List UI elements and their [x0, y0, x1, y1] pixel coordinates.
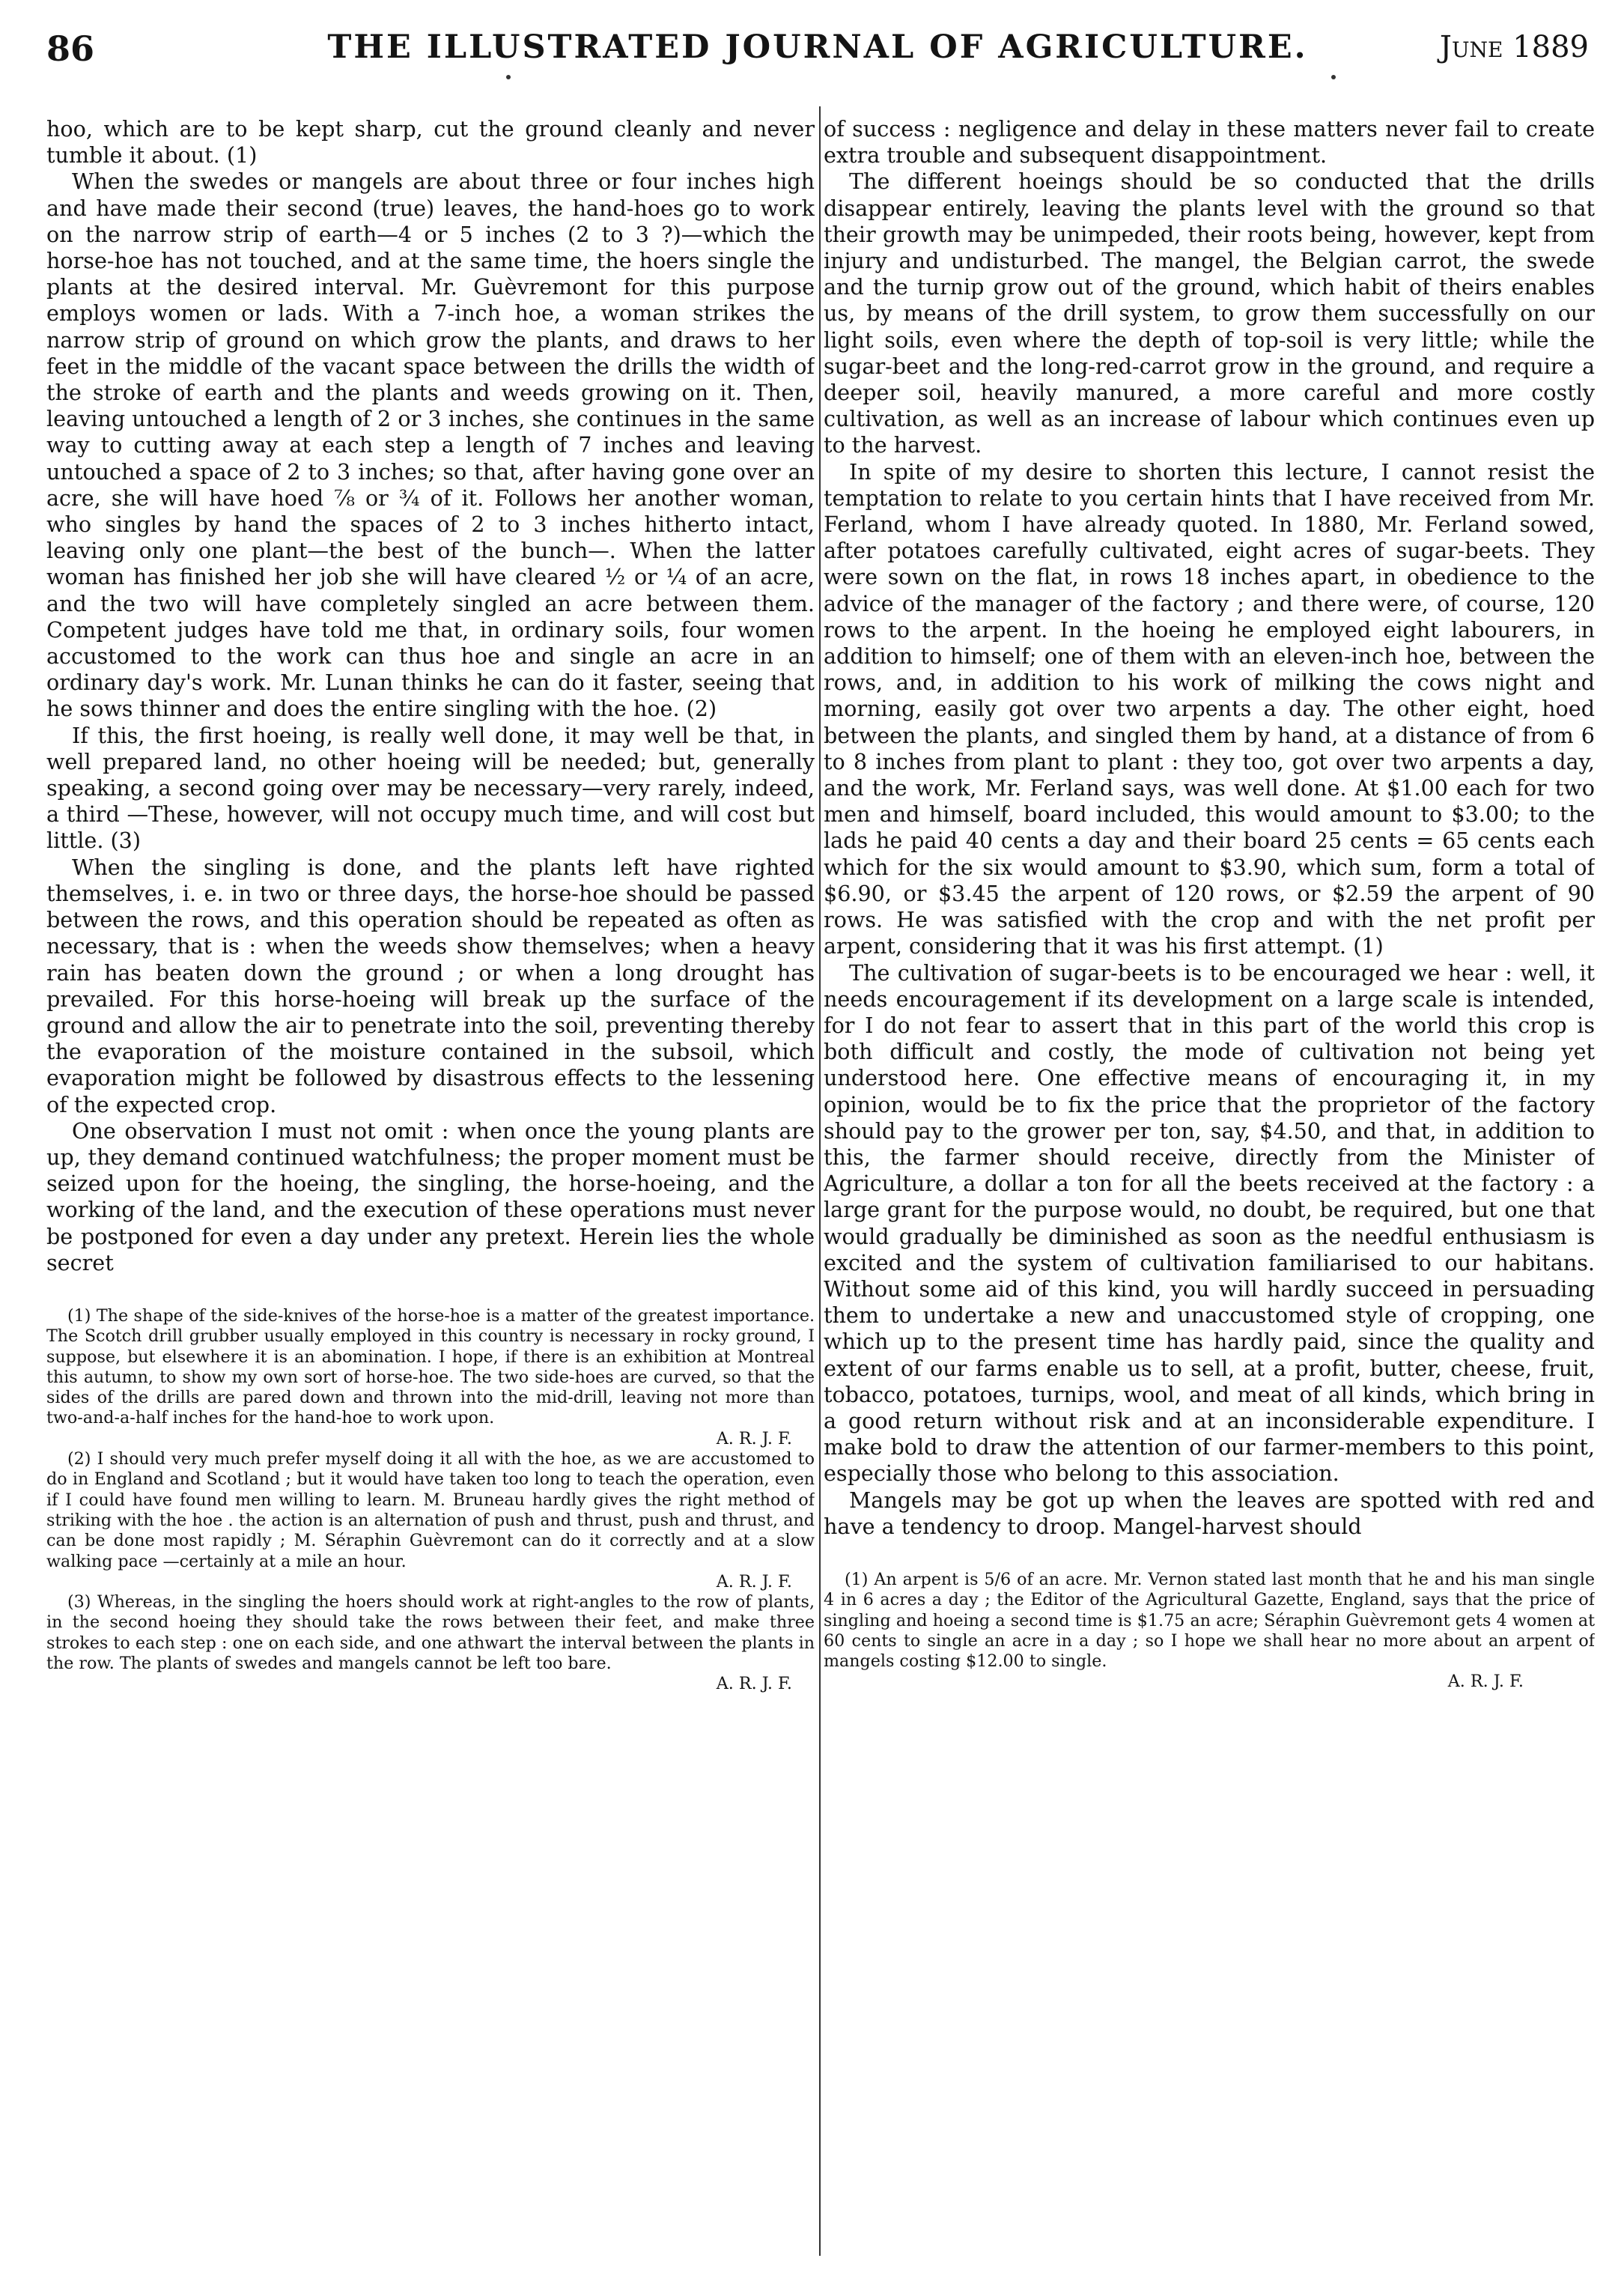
- issue-date: June 1889: [1439, 30, 1589, 64]
- footnote: (2) I should very much prefer myself doing it all with the hoe, as we are accustomed to do in England and Scotland ; but it would have taken too long to teach the operation, even if I could have found men willing to learn. M. Bruneau hardly gives the right method of striking with the hoe . the action is an alternation of push and thrust, push and thrust, and can be done most rapidly ; M. Séraphin Guèvremont can do it correctly and at a slow walking pace —certainly at a mile an hour.: [46, 1449, 815, 1571]
- footnote: (1) An arpent is 5/6 of an acre. Mr. Vernon stated last month that he and his man single 4 in 6 acres a day ; the Editor of the Agricultural Gazette, England, says that the price of singling and hoeing a second time is $1.75 an acre; Séraphin Guèvremont gets 4 women at 60 cents to single an acre in a day ; so I hope we shall hear no more about an arpent of mangels costing $12.00 to single.: [824, 1569, 1595, 1672]
- page-number: 86: [46, 28, 95, 69]
- footnotes: [46, 1306, 815, 1695]
- journal-title: THE ILLUSTRATED JOURNAL OF AGRICULTURE.: [327, 28, 1308, 66]
- column-divider: [819, 106, 821, 2256]
- body-paragraph: The different hoeings should be so conducted that the drills disappear entirely, leaving the plants level with the ground so that their growth may be unimpeded, their roots being, however, kept from injury and undisturbed. The mangel, the Belgian carrot, the swede and the turnip grow out of the ground, which habit of theirs enables us, by means of the drill system, to grow them successfully on our light soils, even where the depth of top-soil is very little; while the sugar-beet and the long-red-carrot grow in the ground, and require a deeper soil, heavily manured, a more careful and more costly cultivation, as well as an increase of labour which continues even up to the harvest.: [824, 169, 1595, 458]
- page-header: [46, 15, 1589, 78]
- body-paragraph: If this, the first hoeing, is really well done, it may well be that, in well prepared land, no other hoeing will be needed; but, generally speaking, a second going over may be necessary—very rarely, indeed, a third —These, however, will not occupy much time, and will cost but little. (3): [46, 722, 815, 854]
- body-paragraph: When the swedes or mangels are about three or four inches high and have made their second (true) leaves, the hand-hoes go to work on the narrow strip of earth—4 or 5 inches (2 to 3 ?)—which the horse-hoe has not touched, and at the same time, the hoers single the plants at the desired interval. Mr. Guèvremont for this purpose employs women or lads. With a 7-inch hoe, a woman strikes the narrow strip of ground on which grow the plants, and draws to her feet in the middle of the vacant space between the drills the width of the stroke of earth and the plants and weeds growing on it. Then, leaving untouched a length of 2 or 3 inches, she continues in the same way to cutting away at each step a length of 7 inches and leaving untouched a space of 2 to 3 inches; so that, after having gone over an acre, she will have hoed ⅞ or ¾ of it. Follows her another woman, who singles by hand the spaces of 2 to 3 inches hitherto intact, leaving only one plant—the best of the bunch—. When the latter woman has finished her job she will have cleared ½ or ¼ of an acre, and the two will have completely singled an acre between them. Competent judges have told me that, in ordinary soils, four women accustomed to the work can thus hoe and single an acre in an ordinary day's work. Mr. Lunan thinks he can do it faster, seeing that he sows thinner and does the entire singling with the hoe. (2): [46, 169, 815, 722]
- body-paragraph: In spite of my desire to shorten this lecture, I cannot resist the temptation to relate to you certain hints that I have received from Mr. Ferland, whom I have already quoted. In 1880, Mr. Ferland sowed, after potatoes carefully cultivated, eight acres of sugar-beets. They were sown on the flat, in rows 18 inches apart, in obedience to the advice of the manager of the factory ; and there were, of course, 120 rows to the arpent. In the hoeing he employed eight labourers, in addition to himself; one of them with an eleven-inch hoe, between the rows, and, in addition to his work of milking the cows night and morning, easily got over two arpents a day. The other eight, hoed between the plants, and singled them by hand, at a distance of from 6 to 8 inches from plant to plant : they too, got over two arpents a day, and the work, Mr. Ferland says, was well done. At $1.00 each for two men and himself, board included, this would amount to $3.00; to the lads he paid 40 cents a day and their board 25 cents = 65 cents each which for the six would amount to $3.90, which sum, form a total of $6.90, or $3.45 the arpent of 120 rows, or $2.59 the arpent of 90 rows. He was satisfied with the crop and with the net profit per arpent, considering that it was his first attempt. (1): [824, 458, 1595, 959]
- body-paragraph: Mangels may be got up when the leaves are spotted with red and have a tendency to droop. Mangel-harvest should: [824, 1487, 1595, 1539]
- body-paragraph: When the singling is done, and the plants left have righted themselves, i. e. in two or three days, the horse-hoe should be passed between the rows, and this operation should be repeated as often as necessary, that is : when the weeds show themselves; when a heavy rain has beaten down the ground ; or when a long drought has prevailed. For this horse-hoeing will break up the surface of the ground and allow the air to penetrate into the soil, preventing thereby the evaporation of the moisture contained in the subsoil, which evaporation might be followed by disastrous effects to the lessening of the expected crop.: [46, 854, 815, 1117]
- footnotes: [824, 1570, 1595, 1693]
- header-dot-ornament: [1331, 75, 1336, 79]
- body-paragraph: The cultivation of sugar-beets is to be encouraged we hear : well, it needs encouragement if its development on a large scale is intended, for I do not fear to assert that in this part of the world this crop is both difficult and costly, the mode of cultivation not being yet understood here. One effective means of encouraging it, in my opinion, would be to fix the price that the proprietor of the factory should pay to the grower per ton, say, $4.50, and that, in addition to this, the farmer should receive, directly from the Minister of Agriculture, a dollar a ton for all the beets received at the factory : a large grant for the purpose would, no doubt, be required, but one that would gradually be diminished as soon as the needful enthusiasm is excited and the system of cultivation familiarised to our habitans. Without some aid of this kind, you will hardly succeed in persuading them to undertake a new and unaccustomed style of cropping, one which up to the present time has hardly paid, since the quality and extent of our farms enable us to sell, at a profit, butter, cheese, fruit, tobacco, potatoes, turnips, wool, and meat of all kinds, which bring in a good return without risk and at an inconsiderable expenditure. I make bold to draw the attention of our farmer-members to this point, especially those who belong to this association.: [824, 959, 1595, 1487]
- right-column: [824, 116, 1595, 2262]
- body-paragraph: One observation I must not omit : when once the young plants are up, they demand continued watchfulness; the proper moment must be seized upon for the hoeing, the singling, the horse-hoeing, and the working of the land, and the execution of these operations must never be postponed for even a day under any pretext. Herein lies the whole secret: [46, 1117, 815, 1275]
- left-column: [46, 116, 815, 2262]
- footnote-signature: A. R. J. F.: [716, 1428, 792, 1448]
- body-paragraph: of success : negligence and delay in these matters never fail to create extra trouble and subsequent disappointment.: [824, 116, 1595, 169]
- footnote-signature: A. R. J. F.: [716, 1571, 792, 1591]
- footnote: (1) The shape of the side-knives of the horse-hoe is a matter of the greatest importance. The Scotch drill grubber usually employed in this country is necessary in rocky ground, I suppose, but elsewhere it is an abomination. I hope, if there is an exhibition at Montreal this autumn, to show my own sort of horse-hoe. The two side-hoes are curved, so that the sides of the drills are pared down and thrown into the mid-drill, leaving not more than two-and-a-half inches for the hand-hoe to work upon.: [46, 1305, 815, 1428]
- footnote: (3) Whereas, in the singling the hoers should work at right-angles to the row of plants, in the second hoeing they should take the rows between their feet, and make three strokes to each step : one on each side, and one athwart the interval between the plants in the row. The plants of swedes and mangels cannot be left too bare.: [46, 1592, 815, 1673]
- body-paragraph: hoo, which are to be kept sharp, cut the ground cleanly and never tumble it about. (1): [46, 116, 815, 169]
- header-dot-ornament: [506, 75, 511, 79]
- footnote-signature: A. R. J. F.: [1447, 1672, 1524, 1692]
- footnote-signature: A. R. J. F.: [716, 1674, 792, 1694]
